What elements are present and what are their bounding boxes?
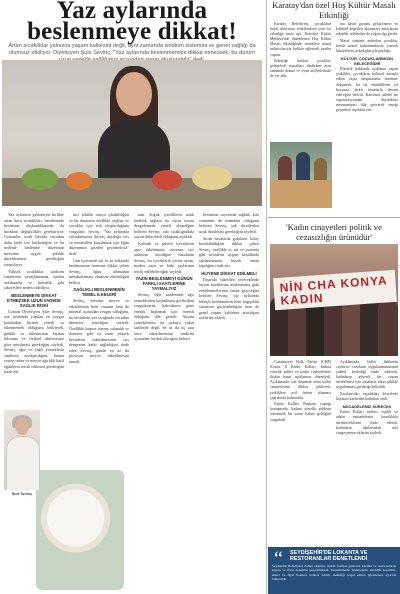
subheading: YAZIN BESLENMEYİ GÜNÜN FARKLI SAATLERİNE YAYMALIYIZ <box>135 276 193 291</box>
right-middle-column-a <box>270 360 331 544</box>
subheading: SAĞLIKLI BESLENMENİN TEMEL İLKELERİ <box>73 287 125 297</box>
column-divider <box>266 0 267 594</box>
main-column-3 <box>134 212 194 592</box>
hero-photo <box>2 60 262 206</box>
right-top-column-b <box>336 22 398 234</box>
quote-mark-icon: “ <box>274 548 283 570</box>
salad-bowl <box>22 168 58 190</box>
paragraph: Uzman Diyetisyen Şule Sevinç, yaz aylarında yapılan en yaygın hatalardan birinin yeterli su tüketmemek olduğunu belirterek, günlük su tüketiminin kişinin kilosuna ve fiziksel aktivitesine göre artırılması gerektiğini söyledi. Sevinç, ağır ve yağlı yemeklerin sindirimi zorlaştırdığını, bunun yerine sebze ve meyve ağırlıklı hafif öğünlerin tercih edilmesi gerektiğini ifade etti. <box>4 308 64 374</box>
subheading: BESLENMEYE DİKKAT ETMEZSEK UZUN VADEDE SAĞLIK RİSKİ <box>7 292 61 308</box>
event-photo <box>270 142 332 208</box>
paragraph: Etkinliğe katılan çocuklar, geleneksel masalları dinlerken aynı zamanda drama ve oyun atölyelerinde de yer aldı. <box>270 59 331 79</box>
paragraph: Gün içerisinde sık ve az miktarda beslenmenin önemine dikkat çeken Sevinç, öğün atlamanın metabolizmayı olumsuz etkilediğini belirtti. <box>69 257 129 285</box>
bread-plate <box>192 166 232 190</box>
paragraph: Katılımcılar, taşıdıkları dövizlerle hayatını kaybeden kadınları andı. <box>336 392 398 402</box>
news-brief-box <box>268 547 400 594</box>
dietitian-portrait <box>4 410 40 490</box>
main-headline <box>4 0 260 45</box>
right-middle-column-b <box>336 360 398 544</box>
paragraph: Yüksek sıcaklıklar, sindirim sisteminin yavaşlamasına, iştahın azalmasına ve halsizlik gibi şikayetlere neden olabiliyor. <box>4 268 64 290</box>
paragraph: Cumhuriyet Halk Partisi (CHP) Konya İl Kadın Kolları, kadına yönelik şiddet ve kadın cinayetlerine ilişkin basın açıklaması düzenledi. Açıklamada, son dönemde artan kadın cinayetlerine dikkat çekilerek, yetkililere acil önlem alınması çağrısında bulunuldu. <box>270 360 331 400</box>
headline-line-1: Yaz aylarında <box>56 0 208 24</box>
paragraph: Kadın Kolları Başkanı yaptığı konuşmada, kadına yönelik şiddetin sistematik bir sorun haline geldiğini vurguladı. <box>270 402 331 422</box>
headline-line-2: beslenmeye dikkat! <box>27 18 237 45</box>
paragraph: Masal saatinin ardından çocuklar, kendi masal kahramanlarını çizerek hikayelerini arkadaşlarıyla paylaştı. <box>336 38 398 53</box>
right-top-column-a <box>270 22 331 140</box>
paragraph: Dışarıda tüketilen yiyeceklerde hijyen kurallarına uyulmasının gıda zehirlenmelerinin önüne geçeceğini belirten Sevinç, yaz aylarında bilinçli beslenmenin hem bağışıklık sistemini güçlendirdiğini hem de genel yaşam kalitesini artırdığını sözlerine ekledi. <box>199 276 259 320</box>
right-middle-headline: 'Kadın cinayetleri politik ve cezasızlığın ürünüdür' <box>286 222 382 242</box>
paragraph: Sıcak havalarda gıdaların kolay bozulabildiğine dikkat çeken Sevinç, özellikle et, süt ve yumurta gibi ürünlerin uygun koşullarda saklanmasının büyük önem taşıdığını ifade etti. <box>199 235 259 268</box>
subheading: HİJYENE DİKKAT EDİLMELİ <box>201 270 257 276</box>
main-lead: Artan sıcaklıklar yalnızca yaşam kalitesini değil, aynı zamanda sindirim sistemini ve genel sağlığı da olumsuz etkiliyor. Diyetisyen Şule Sevinç, "Yaz aylarında beslenmemize dikkat etmezsek, bu durum <box>8 43 256 56</box>
paragraph: Kafeinli ve şekerli içeceklerin aşırı tüketiminin vücuttan sıvı atılımını artırdığını hatırlatan Sevinç, bu içeceklerin yerine ayran, maden suyu ve bitki çaylarının tercih edilebileceğini söyledi. <box>134 241 194 274</box>
food-plate-photo <box>36 470 124 590</box>
paragraph: Karatay Belediyesi, çocukların hayal dünyasını renklendiren yeni bir etkinliğe imza attı. Belediye Kültür Merkezi'nde düzenlenen Hoş Kültür Masalı etkinliğinde, miniklere masal anlatıcılarıyla birlikte eğlenceli saatler yaşattı. <box>270 22 331 57</box>
tomato-plate <box>152 170 182 190</box>
right-top-headline: Karatay'dan özel Hoş Kültür Masalı Etkinliği <box>272 0 396 20</box>
right-top-columns <box>270 22 398 140</box>
subheading: KÜLTÜR, ÇOCUKLARIMIZIN GELECEĞİDİR <box>341 56 393 67</box>
paragraph: nin hayal gücünü geliştirmeyi ve kültürel değerleri aktarmayı amaçlayan etkinlik, ailelerden de yoğun ilgi gördü. <box>336 22 398 37</box>
banner-text: NİN CHA KONYA KADIN <box>279 273 388 308</box>
fruit-bowl <box>66 172 92 190</box>
brief-title: SEYDİŞEHİR'DE LOKANTA VE RESTORANLAR DENETLENDİ <box>290 550 368 563</box>
portrait-caption: Şule Sevinç <box>11 492 33 496</box>
paragraph: beslenme sayesinde sağlıklı kilo vermenin de mümkün olduğunu belirten Sevinç, şok diyetlerden uzak durulması gerektiğini söyledi. <box>199 212 259 234</box>
paragraph: Açıklamada, failler hakkında caydırıcı cezaların uygulanmamasının şiddeti beslediği ifade edilerek, kadınların güvenli bir yaşam sürebilmesi için yasaların etkin şekilde uygulanması gerektiği belirtildi. <box>336 360 398 390</box>
paragraph: Kadın Kolları üyeleri, eşitlik ve adalet mücadelesini kararlılıkla sürdüreceklerini ifade ederek, kadınların haklarından asla vazgeçmeyeceklerini söyledi. <box>336 410 398 435</box>
right-middle-columns <box>270 360 398 544</box>
paragraph: Yaz aylarının gelmesiyle birlikte artan hava sıcaklıkları, beraberinde beslenme alışkanlıklarında da birtakım değişiklikler gerektiriyor. Uzmanlar, sıcak havada vücudun daha fazla sıvı kaybettiğini ve bu nedenle beslenme düzeninin mevsime uygun şekilde düzenlenmesi gerektiğini vurguluyor. <box>4 212 64 267</box>
section-divider <box>268 217 400 218</box>
paragraph: Etkinlik hakkında açıklama yapan yetkililer, çocukların kültürel mirasla erken yaşta tanışmasının önemine değinerek, bu tür etkinliklerin yıl boyunca farklı temalarla devam edeceğini belirtti. Katılımcı aileler ise organizasyondan duydukları memnuniyeti dile getirerek emeği geçenlere teşekkür etti. <box>336 67 398 112</box>
paragraph: Sevinç, öğle saatlerinde ağır yemeklerden kaçınılması gerektiğini vurgulayarak, kahvaltının güne enerjik başlamak için önemli olduğunu dile getirdi. Akşam yemeklerinin ise uykuya yakın saatlerde değil, en az iki üç saat önce tüketilmesinin sindirim açısından faydalı olacağını belirtti. <box>134 292 194 341</box>
brief-body: Seydişehir Belediyesi Zabıta ekipleri, ilçede faaliyet gösteren lokanta ve restoranlarda hijyen ve fiyat denetimi gerçekleştirdi. Denetimlerde işletmelerin temizlik koşulları, etiket ve fiyat listeleri kontrol edildi, eksikliği tespit edilen işletmelere uyarıda bulunuldu. <box>272 564 396 582</box>
subheading: MÜCADELEMİZ SÜRECEK <box>342 404 392 410</box>
paragraph: Sevinç, mevsim meyve ve sebzelerinin hem vitamin hem de mineral açısından zengin olduğunu, bu besinlerin yaz sıcağında vücudun direncini artırdığını söyledi. Özellikle karpuz, kavun, salatalık ve domates gibi su oranı yüksek besinlerin tüketilmesinin sıvı dengesine katkı sağladığını ifade eden Sevinç, günde en az iki porsiyon meyve tüketilmesini önerdi. <box>69 298 129 364</box>
main-column-4 <box>199 212 259 592</box>
woman-figure <box>94 66 174 186</box>
protest-photo <box>270 244 398 356</box>
paragraph: tam. Soğuk içeceklerin anlık ferahlık sağlasa da vücut ısısını dengelemede yeterli olmadığını belirten Sevinç, oda sıcaklığındaki suyun daha etkili olduğunu açıkladı. <box>134 212 194 239</box>
paragraph: nici şekilde ortaya çıkabildiğini ve bu durumun özellikle yaşlılar ve çocuklar için risk oluşturduğunu vurguladı. Sevinç, "Yaz aylarında vücudumuzun ihtiyaç duyduğu sıvı ve mineralleri karşılamak için öğün düzenimizi gözden geçirmeliyiz" dedi. <box>69 212 129 256</box>
